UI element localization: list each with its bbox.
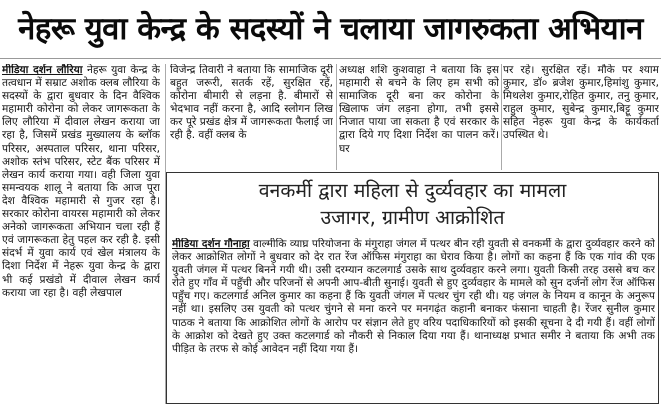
article-text: पर रहे। सुरक्षित रहें। मौके पर श्याम कुमार, डॉ० ब्रजेश कुमार,हिमांशु कुमार, मिथलेश कुमार,रोहित कुमार, तनु कुमार, राहुल कुमार, सुबेन्द्र कुमार,बिट्टू कुमार सहित नेहरू युवा केन्द्र के कार्यकर्ता उपस्थित थे।	[503, 64, 659, 142]
boxed-article-body	[172, 238, 655, 400]
main-headline: नेहरू युवा केन्द्र के सदस्यों ने चलाया जागरुकता अभियान	[18, 11, 643, 47]
dateline: मीडिया दर्शन लौरिया	[2, 64, 83, 76]
boxed-article	[166, 172, 659, 404]
dateline: मीडिया दर्शन गौनाहा	[172, 238, 250, 250]
article-column-2	[170, 64, 333, 172]
column-divider	[336, 64, 337, 170]
article-column-3	[339, 64, 499, 172]
article-column-1	[2, 64, 160, 404]
article-text: वाल्मीकि व्याघ्र परियोजना के मंगुराहा जंगल में पत्थर बीन रही युवती से वनकर्मी के द्वारा दुर्व्यवहार करने को लेकर आक्रोशित लोगों ने बुधवार को देर रात रेंज ऑफिस मंगुराहा का घेराव किया है। लोगों का कहना हैं कि एक गांव की एक युवती जंगल में पत्थर बिनने गयी थी। उसी दरम्यान कटलगार्ड उसके साथ दुर्व्यवहार करने लगा। युवती किसी तरह उससे बच कर रोते हुए गाँव में पहुँची और परिजनों से अपनी आप-बीती सुनाई। युवती से हुए दुर्व्यवहार के मामले को सुन दर्जनों लोग रेंज ऑफिस पहुँच गए। कटलगार्ड अनिल कुमार का कहना हैं कि युवती जंगल में पत्थर चुंग रही थी। यह जंगल के नियम व कानून के अनुरूप नहीं था। इसलिए उस युवती को पत्थर चुंगने से मना करने पर मनगढ़ंत कहानी बनाकर फंसाना चाहती है। रेंजर सुनील कुमार पाठक ने बताया कि आक्रोशित लोगों के आरोप पर संज्ञान लेते हुए वरिय पदाधिकारियों को इसकी सूचना दे दी गयी हैं। वहीं लोगों के आक्रोश को देखते हुए उक्त कटलगार्ड को नौकरी से निकाल दिया गया हैं। थानाध्यक्ष प्रभात समीर ने बताया कि अभी तक पीड़ित के तरफ से कोई आवेदन नहीं दिया गया हैं।	[172, 238, 655, 355]
headline-line-1: वनकर्मी द्वारा महिला से दुर्व्यवहार का मामला	[258, 179, 567, 202]
column-divider	[501, 64, 502, 170]
article-text: नेहरू युवा केन्द्र के तत्वधान में सम्राट अशोक क्लब लौरिया के सदस्यों के द्वारा बुधवार के दिन वैश्विक महामारी कोरोना को लेकर जागरूकता के लिए लौरिया में दीवाल लेखन कराया जा रहा है, जिसमें प्रखंड मुख्यालय के ब्लॉक परिसर, अस्पताल परिसर, थाना परिसर, अशोक स्तंभ परिसर, स्टेट बैंक परिसर में लेखन कार्य कराया गया। वही जिला युवा समन्वयक शालू ने बताया कि आज पूरा देश वैश्विक महामारी से गुजर रहा है। सरकार कोरोना वायरस महामारी को लेकर अनेको जागरूकता अभियान चला रही हैं एवं जागरूकता हेतु पहल कर रही है. इसी संदर्भ में युवा कार्य एवं खेल मंत्रालय के दिशा निर्देश में नेहरू युवा केन्द्र के द्वारा भी कई प्रखंडो में दीवाल लेखन कार्य कराया जा रहा है। वही लेखपाल	[2, 64, 160, 299]
headline-rule	[0, 58, 661, 59]
article-text: अध्यक्ष शशि कुशवाहा ने बताया कि इस महामारी से बचने के लिए हम सभी को सामाजिक दूरी बना कर कोरोना के खिलाफ जंग लड़ना होगा, तभी इससे निजात पाया जा सकता है एवं सरकार के द्वारा दिये गए दिशा निर्देश का पालन करें। घर	[339, 64, 499, 155]
boxed-article-headline	[167, 177, 658, 231]
article-column-4	[503, 64, 659, 172]
article-text: विजेन्द्र तिवारी ने बताया कि सामाजिक दूरी बहुत जरूरी, सतर्क रहें, सुरक्षित रहें, कोरोना बीमारी से लड़ना है. बीमारों से भेदभाव नहीं करना है, आदि स्लोगन लिख कर पूरे प्रखंड क्षेत्र में जागरूकता फैलाई जा रही है. वहीं क्लब के	[170, 64, 333, 142]
headline-line-2: उजागर, ग्रामीण आक्रोशित	[320, 206, 505, 229]
